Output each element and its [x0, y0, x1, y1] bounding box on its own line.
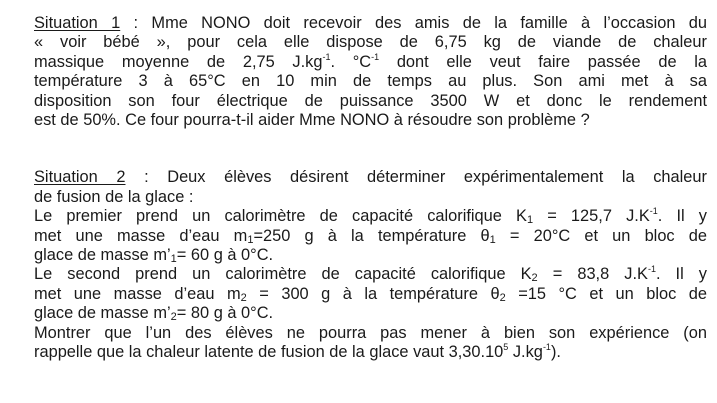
text-run: ). [550, 343, 561, 362]
text-run: massique moyenne de 2,75 J.kg [34, 52, 323, 71]
subscript: 2 [170, 311, 177, 324]
text-run: = 300 g à la température θ [246, 284, 500, 303]
text-run: =15 °C et un bloc de [505, 284, 708, 303]
text-run: =250 g à la température θ [253, 226, 490, 245]
text-run: glace de masse m’ [34, 246, 171, 265]
text-run: . Il y [657, 207, 707, 226]
text-run: met une masse d’eau m [34, 284, 241, 303]
text-run: = 80 g à 0°C. [176, 304, 274, 323]
situation-2-heading: Situation 2 [34, 168, 126, 187]
text-run: = 83,8 J.K [537, 265, 648, 284]
superscript: -1 [647, 264, 656, 275]
superscript: -1 [542, 342, 551, 353]
text-line: Montrer que l’un des élèves ne pourra pas mener à bien son expérience (on [34, 323, 707, 342]
subscript: 2 [499, 291, 506, 304]
subscript: 1 [526, 214, 534, 227]
subscript: 1 [489, 233, 496, 246]
text-line [34, 53, 707, 72]
subscript: 2 [240, 291, 247, 304]
text-line [34, 207, 707, 226]
situation-1-paragraph [34, 14, 707, 130]
text-run: = 20°C et un bloc de [495, 226, 708, 245]
text-run: dont elle veut faire passée de la [379, 52, 708, 71]
text-run: . Il y [655, 265, 707, 284]
situation-1-heading: Situation 1 [34, 14, 121, 32]
text-line: température 3 à 65°C en 10 min de temps au plus. Son ami met à sa [34, 72, 707, 91]
superscript: -1 [371, 51, 380, 62]
subscript: 1 [170, 253, 177, 266]
superscript: 5 [503, 342, 509, 353]
superscript: -1 [322, 51, 331, 62]
text-line [34, 14, 707, 33]
text-run: . °C [330, 52, 372, 71]
text-run: = 125,7 J.K [533, 207, 650, 226]
situation-2-paragraph [34, 168, 707, 362]
text-line: est de 50%. Ce four pourra-t-il aider Mme NONO à résoudre son problème ? [34, 111, 590, 130]
subscript: 1 [247, 233, 254, 246]
text-run: rappelle que la chaleur latente de fusion de la glace vaut 3,30.10 [34, 343, 504, 362]
text-run: = 60 g à 0°C. [176, 246, 274, 265]
text-line [34, 168, 707, 187]
text-line: disposition son four électrique de puissance 3500 W et donc le rendement [34, 91, 707, 110]
text-line [34, 227, 707, 246]
text-run: Le premier prend un calorimètre de capacité calorifique K [34, 207, 527, 226]
superscript: -1 [649, 206, 658, 217]
text-run: : Deux élèves désirent déterminer expérimentalement la chaleur [125, 168, 707, 187]
text-run: Le second prend un calorimètre de capacité calorifique K [34, 265, 532, 284]
text-run: met une masse d’eau m [34, 226, 248, 245]
text-line [34, 285, 707, 304]
text-run: : Mme NONO doit recevoir des amis de la famille à l’occasion du [120, 14, 707, 32]
paragraph-spacer [34, 130, 707, 168]
subscript: 2 [531, 272, 538, 285]
text-run: J.kg [508, 343, 543, 362]
text-line [34, 343, 707, 362]
text-line: de fusion de la glace : [34, 187, 194, 206]
text-run: glace de masse m’ [34, 304, 171, 323]
text-line [34, 304, 707, 323]
text-line: « voir bébé », pour cela elle dispose de 6,75 kg de viande de chaleur [34, 33, 707, 52]
text-line [34, 246, 707, 265]
text-line [34, 265, 707, 284]
